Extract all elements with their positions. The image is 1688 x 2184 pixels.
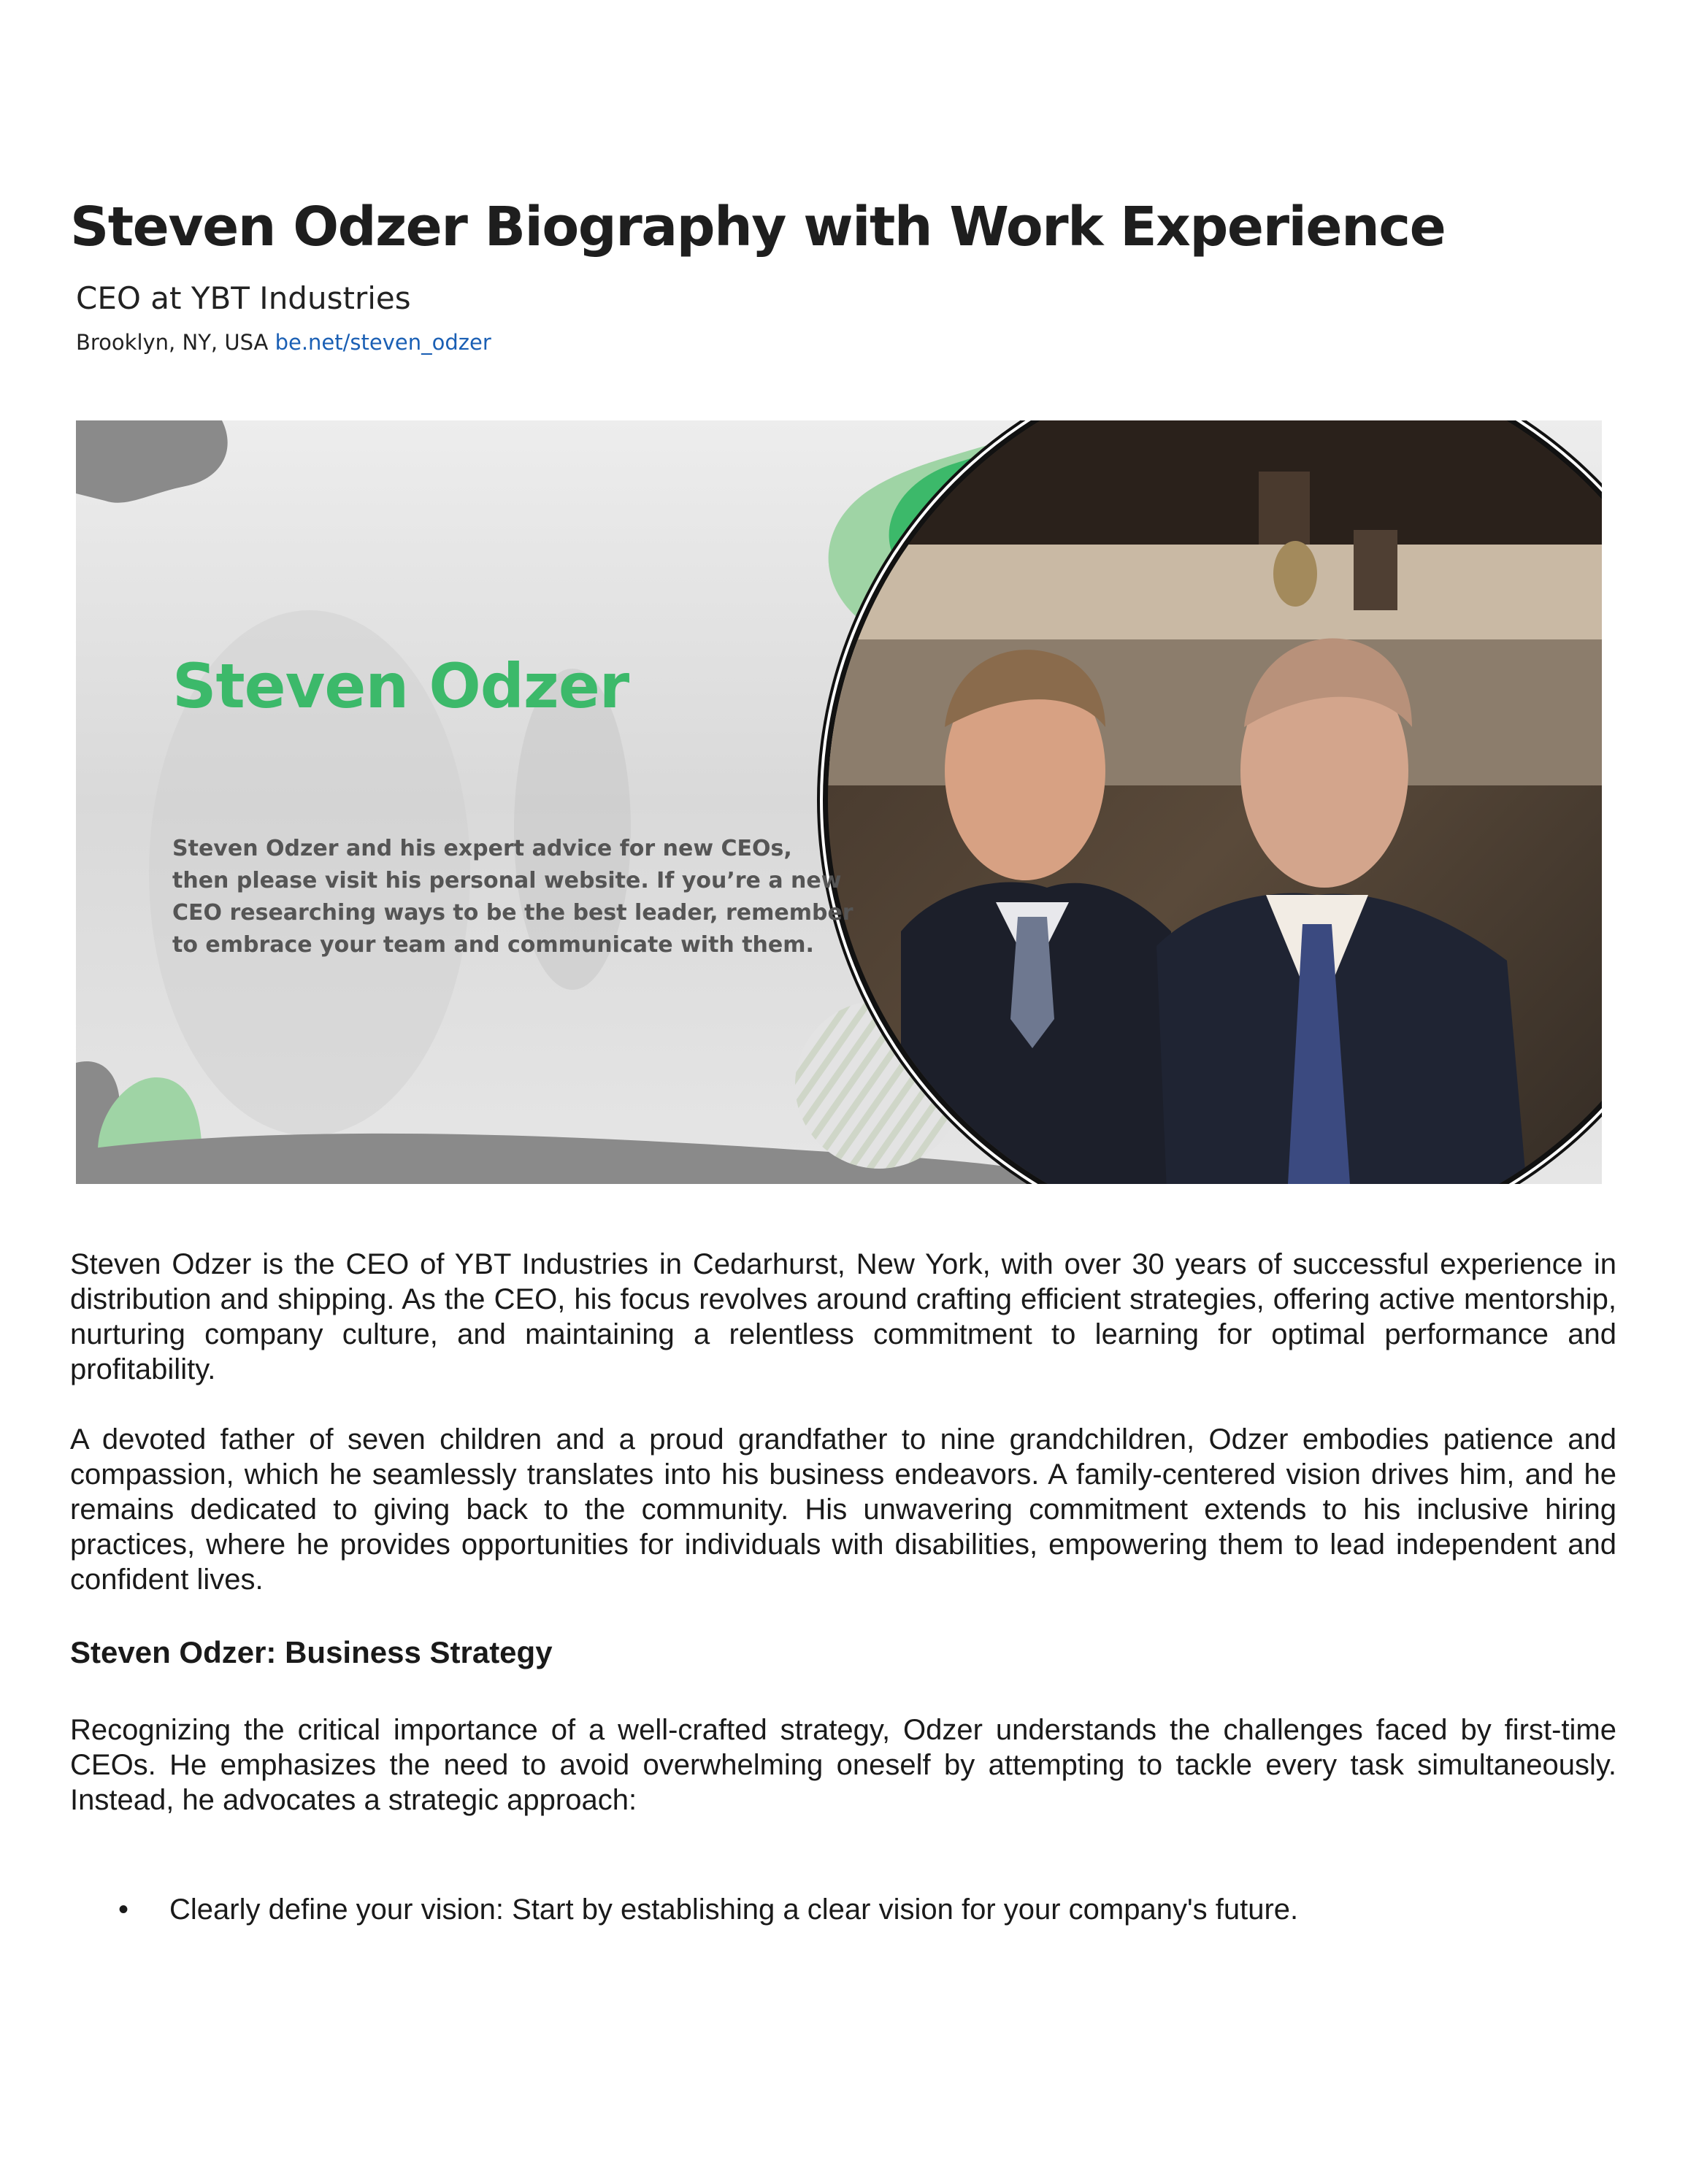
banner-caption-line: to embrace your team and communicate with them.: [172, 932, 814, 958]
portrait-photo: [806, 420, 1602, 1184]
banner-caption-line: Steven Odzer and his expert advice for new CEOs,: [172, 836, 792, 861]
family-paragraph: A devoted father of seven children and a proud grandfather to nine grandchildren, Odzer embodies patience and compassion, which he seamlessly translates into his business endeavors. A family-centered vision drives him, and he remains dedicated to giving back to the community. His unwavering commitment extends to his inclusive hiring practices, where he provides opportunities for individuals with disabilities, empowering them to lead independent and confident lives.: [70, 1423, 1616, 1596]
banner-caption-line: then please visit his personal website. If you’re a new: [172, 868, 842, 893]
bullet-icon: •: [118, 1893, 129, 1926]
list-item-text: Clearly define your vision: Start by establishing a clear vision for your company's future.: [169, 1893, 1299, 1926]
profile-link[interactable]: be.net/steven_odzer: [275, 330, 491, 355]
banner-image: [76, 420, 1602, 1184]
location: Brooklyn, NY, USA: [76, 330, 269, 355]
strategy-paragraph: Recognizing the critical importance of a well-crafted strategy, Odzer understands the challenges faced by first-time CEOs. He emphasizes the need to avoid overwhelming oneself by attempting to tackle every task simultaneously. Instead, he advocates a strategic approach:: [70, 1714, 1616, 1816]
job-title: CEO at YBT Industries: [76, 280, 411, 316]
banner-caption-line: CEO researching ways to be the best leader, remember: [172, 900, 853, 926]
location-line: [76, 330, 491, 355]
intro-paragraph: Steven Odzer is the CEO of YBT Industries in Cedarhurst, New York, with over 30 years of successful experience in distribution and shipping. As the CEO, his focus revolves around crafting efficient strategies, offering active mentorship, nurturing company culture, and maintaining a relentless commitment to learning for optimal performance and profitability.: [70, 1248, 1616, 1385]
section-heading: Steven Odzer: Business Strategy: [70, 1635, 553, 1669]
banner-name: Steven Odzer: [172, 650, 629, 722]
strategy-bullet-list: [70, 1892, 1616, 1927]
page-title: Steven Odzer Biography with Work Experience: [70, 196, 1446, 258]
list-item: [70, 1892, 1616, 1927]
